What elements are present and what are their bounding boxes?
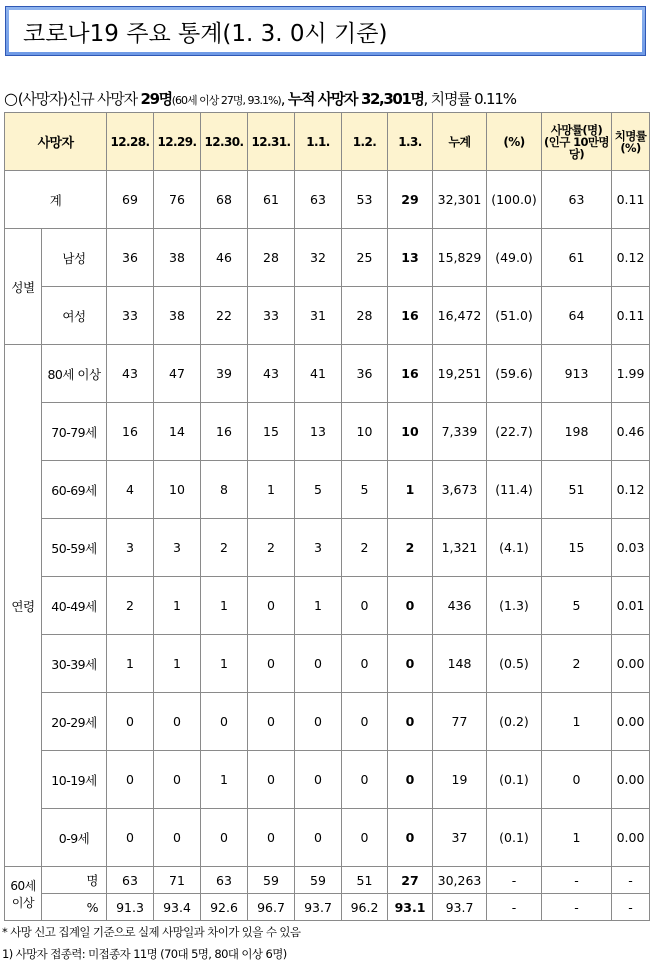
table-cell: 0 [248,809,295,867]
bullet-circle: ○ [4,89,17,108]
table-cell: (0.1) [487,809,542,867]
table-cell: 29 [388,171,433,229]
table-cell: 19,251 [433,345,487,403]
title-bar [5,6,646,56]
table-cell: 0 [248,751,295,809]
row-label: 40-49세 [42,577,107,635]
table-cell: 7,339 [433,403,487,461]
table-cell: (22.7) [487,403,542,461]
table-cell: 1 [248,461,295,519]
table-cell: 43 [248,345,295,403]
table-cell: 61 [542,229,612,287]
table-cell: 32,301 [433,171,487,229]
table-cell: 148 [433,635,487,693]
table-row [5,461,650,519]
table-cell: 15,829 [433,229,487,287]
table-cell: (11.4) [487,461,542,519]
table-cell: 13 [295,403,342,461]
header-cell: 사망자 [5,113,107,171]
table-cell: 37 [433,809,487,867]
table-cell: 96.2 [342,894,388,921]
table-cell: 63 [107,867,154,894]
table-cell: 3 [107,519,154,577]
table-cell: 0.12 [612,461,650,519]
table-cell: - [542,867,612,894]
table-cell: 1 [201,751,248,809]
table-cell: 0 [154,809,201,867]
group-label: 60세 이상 [5,867,42,921]
table-row [5,809,650,867]
summary-separator: , [280,90,288,108]
table-cell: 61 [248,171,295,229]
summary-line [4,88,649,109]
table-cell: 16 [388,345,433,403]
table-cell: 16 [388,287,433,345]
table-cell: 0 [107,693,154,751]
table-cell: 71 [154,867,201,894]
table-cell: 0 [295,809,342,867]
table-cell: 0.00 [612,751,650,809]
table-cell: 16,472 [433,287,487,345]
table-cell: 0 [107,751,154,809]
table-cell: 0 [107,809,154,867]
table-cell: 0.12 [612,229,650,287]
table-cell: 0 [388,693,433,751]
table-cell: 19 [433,751,487,809]
header-cell: 1.1. [295,113,342,171]
table-row [5,403,650,461]
table-cell: 92.6 [201,894,248,921]
table-cell: 91.3 [107,894,154,921]
table-cell: 5 [542,577,612,635]
header-cell: 치명률 (%) [612,113,650,171]
table-cell: 1 [388,461,433,519]
table-cell: 15 [248,403,295,461]
table-row [5,519,650,577]
table-cell: 33 [107,287,154,345]
table-cell: 1 [201,635,248,693]
table-cell: 59 [248,867,295,894]
table-cell: 28 [342,287,388,345]
table-cell: 8 [201,461,248,519]
table-row [5,693,650,751]
table-cell: - [612,867,650,894]
table-cell: 1 [154,635,201,693]
row-label: 여성 [42,287,107,345]
table-row [5,577,650,635]
table-cell: 10 [342,403,388,461]
unit-label: % [42,894,107,921]
table-cell: 1 [107,635,154,693]
table-cell: 51 [542,461,612,519]
table-cell: 30,263 [433,867,487,894]
table-cell: 77 [433,693,487,751]
header-cell: 1.3. [388,113,433,171]
row-label: 30-39세 [42,635,107,693]
table-cell: 64 [542,287,612,345]
table-cell: 93.7 [295,894,342,921]
header-cell: (%) [487,113,542,171]
table-cell: 59 [295,867,342,894]
table-cell: 27 [388,867,433,894]
table-cell: 39 [201,345,248,403]
table-cell: 36 [107,229,154,287]
table-cell: 31 [295,287,342,345]
table-cell: 0.03 [612,519,650,577]
table-cell: (0.5) [487,635,542,693]
row-label: 70-79세 [42,403,107,461]
table-cell: 0.00 [612,693,650,751]
table-cell: 32 [295,229,342,287]
header-cell: 12.31. [248,113,295,171]
table-cell: 51 [342,867,388,894]
table-row [5,635,650,693]
table-cell: (1.3) [487,577,542,635]
table-cell: 0 [154,751,201,809]
table-cell: 3,673 [433,461,487,519]
table-cell: - [612,894,650,921]
row-label: 10-19세 [42,751,107,809]
table-cell: - [542,894,612,921]
table-cell: 0.01 [612,577,650,635]
header-cell: 12.29. [154,113,201,171]
table-cell: 1,321 [433,519,487,577]
table-cell: 2 [201,519,248,577]
table-cell: 93.1 [388,894,433,921]
table-cell: 5 [295,461,342,519]
summary-new-deaths: 29명 [140,90,172,108]
table-row [5,894,650,921]
table-cell: 0 [248,635,295,693]
table-cell: 0 [295,635,342,693]
table-cell: - [487,867,542,894]
summary-new-label: (사망자)신규 사망자 [17,90,141,108]
table-row [5,287,650,345]
row-label: 0-9세 [42,809,107,867]
table-cell: 33 [248,287,295,345]
table-cell: 0 [342,809,388,867]
unit-label: 명 [42,867,107,894]
table-cell: 10 [388,403,433,461]
row-label: 60-69세 [42,461,107,519]
table-cell: 0.46 [612,403,650,461]
table-cell: 16 [201,403,248,461]
table-cell: 63 [542,171,612,229]
table-cell: 0 [388,635,433,693]
table-cell: 0 [295,751,342,809]
row-label: 20-29세 [42,693,107,751]
table-cell: 63 [201,867,248,894]
header-cell: 1.2. [342,113,388,171]
table-cell: 1 [154,577,201,635]
table-cell: 0.11 [612,171,650,229]
table-cell: 2 [248,519,295,577]
table-cell: 46 [201,229,248,287]
table-cell: 0.00 [612,809,650,867]
table-cell: (51.0) [487,287,542,345]
table-cell: 0 [248,577,295,635]
table-cell: 1 [295,577,342,635]
table-row [5,171,650,229]
table-cell: 436 [433,577,487,635]
footnote-1: * 사망 신고 집계일 기준으로 실제 사망일과 차이가 있을 수 있음 [2,925,301,939]
table-cell: 2 [342,519,388,577]
table-cell: 93.4 [154,894,201,921]
table-cell: 913 [542,345,612,403]
table-cell: 25 [342,229,388,287]
table-cell: 53 [342,171,388,229]
table-cell: 2 [107,577,154,635]
summary-fatality: , 치명률 0.11% [423,90,516,108]
table-cell: 0 [342,693,388,751]
header-cell: 사망률(명) (인구 10만명당) [542,113,612,171]
summary-cumulative-label: 누적 사망자 [287,90,361,108]
table-cell: 69 [107,171,154,229]
table-cell: 5 [342,461,388,519]
table-cell: 4 [107,461,154,519]
table-cell: 3 [154,519,201,577]
table-cell: (100.0) [487,171,542,229]
table-cell: 1 [201,577,248,635]
table-cell: 2 [388,519,433,577]
header-cell: 12.30. [201,113,248,171]
table-cell: 43 [107,345,154,403]
page-title: 코로나19 주요 통계(1. 3. 0시 기준) [9,10,642,52]
table-cell: 68 [201,171,248,229]
header-row [5,113,650,171]
summary-breakdown: (60세 이상 27명, 93.1%) [171,94,281,107]
table-cell: 0 [248,693,295,751]
table-cell: 2 [542,635,612,693]
table-row [5,867,650,894]
table-cell: 41 [295,345,342,403]
table-cell: (4.1) [487,519,542,577]
table-cell: 0 [342,635,388,693]
table-row [5,751,650,809]
table-cell: 0 [388,751,433,809]
table-cell: 0 [342,751,388,809]
table-row [5,229,650,287]
table-row [5,345,650,403]
row-label: 남성 [42,229,107,287]
table-cell: 13 [388,229,433,287]
group-label: 연령 [5,345,42,867]
table-cell: (59.6) [487,345,542,403]
table-cell: 47 [154,345,201,403]
deaths-table [4,112,650,921]
table-cell: 36 [342,345,388,403]
row-label: 80세 이상 [42,345,107,403]
table-cell: 38 [154,229,201,287]
table-cell: 63 [295,171,342,229]
table-cell: 0 [542,751,612,809]
table-cell: 0 [295,693,342,751]
table-cell: 16 [107,403,154,461]
header-cell: 누계 [433,113,487,171]
table-cell: - [487,894,542,921]
summary-cumulative-value: 32,301명 [360,90,424,108]
table-cell: 0.11 [612,287,650,345]
table-cell: 38 [154,287,201,345]
table-cell: 93.7 [433,894,487,921]
group-label: 성별 [5,229,42,345]
table-cell: 15 [542,519,612,577]
row-label: 50-59세 [42,519,107,577]
table-cell: 1.99 [612,345,650,403]
table-cell: 0 [154,693,201,751]
table-cell: 10 [154,461,201,519]
row-label: 계 [5,171,107,229]
table-cell: (0.2) [487,693,542,751]
table-cell: (0.1) [487,751,542,809]
table-cell: (49.0) [487,229,542,287]
table-cell: 28 [248,229,295,287]
table-cell: 198 [542,403,612,461]
table-cell: 0 [388,577,433,635]
table-cell: 96.7 [248,894,295,921]
footnote-2: 1) 사망자 접종력: 미접종자 11명 (70대 5명, 80대 이상 6명) [2,947,287,961]
header-cell: 12.28. [107,113,154,171]
table-cell: 22 [201,287,248,345]
table-cell: 1 [542,693,612,751]
table-cell: 0 [342,577,388,635]
table-cell: 1 [542,809,612,867]
table-cell: 3 [295,519,342,577]
table-cell: 0 [201,809,248,867]
table-cell: 0 [388,809,433,867]
table-cell: 0.00 [612,635,650,693]
table-cell: 76 [154,171,201,229]
table-cell: 0 [201,693,248,751]
table-cell: 14 [154,403,201,461]
